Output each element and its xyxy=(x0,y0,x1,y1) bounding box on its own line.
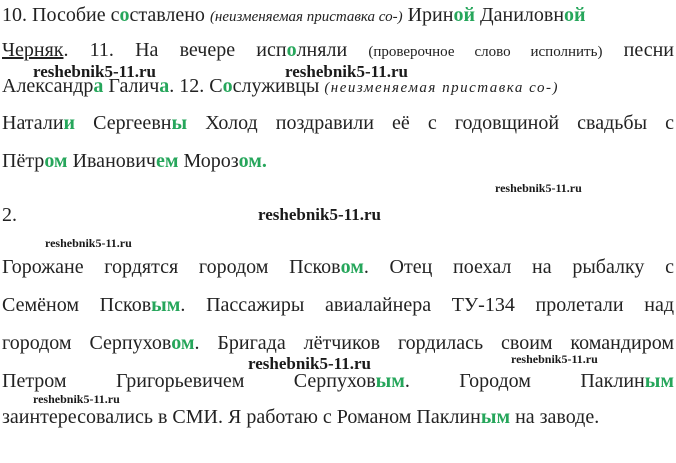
text: песни xyxy=(602,39,674,61)
p2-line-2 xyxy=(2,292,674,318)
text: . Отец поехал на рыбалку с xyxy=(363,256,674,278)
text: Сергеевн xyxy=(75,112,172,134)
text: 2. xyxy=(2,204,17,226)
p1-line-1 xyxy=(2,2,674,28)
watermark: reshebnik5-11.ru xyxy=(248,354,371,373)
text: на заводе. xyxy=(510,406,600,428)
text: Натали xyxy=(2,112,64,134)
text: . Бригада лётчиков гордилась своим командиром xyxy=(194,332,674,354)
highlight: ым xyxy=(151,294,181,316)
text: Мороз xyxy=(178,150,239,172)
highlight: о xyxy=(119,4,130,26)
text: . 11. На вечере исп xyxy=(63,39,287,61)
highlight: ом xyxy=(171,332,195,354)
highlight: о xyxy=(222,75,233,97)
text: Иванович xyxy=(67,150,156,172)
highlight: ым xyxy=(644,370,674,392)
highlight: ем xyxy=(155,150,179,172)
text: Холод поздравили её с годовщиной свадьбы с xyxy=(187,112,674,134)
text: Горожане гордятся городом Псков xyxy=(2,256,341,278)
highlight: ы xyxy=(171,112,188,134)
highlight: а xyxy=(93,75,104,97)
watermark: reshebnik5-11.ru xyxy=(33,392,120,406)
text: Галич xyxy=(103,75,160,97)
text: ставлено xyxy=(129,4,210,26)
note: (проверочное слово исполнить) xyxy=(368,44,603,60)
highlight: о xyxy=(286,39,297,61)
watermark: reshebnik5-11.ru xyxy=(258,205,381,224)
p2-line-5 xyxy=(2,404,674,430)
text: служивцы xyxy=(232,75,325,97)
text: . Пассажиры авиалайнера ТУ-134 пролетали над xyxy=(180,294,674,316)
highlight: а xyxy=(159,75,170,97)
note: (неизменяемая приставка со-) xyxy=(324,80,559,96)
highlight: ой xyxy=(564,4,586,26)
highlight: ом xyxy=(44,150,68,172)
watermark: reshebnik5-11.ru xyxy=(511,352,598,366)
text: Александр xyxy=(2,75,94,97)
highlight: ой xyxy=(453,4,475,26)
text: Ирин xyxy=(402,4,454,26)
text: Петром Григорьевичем Серпухов xyxy=(2,370,376,392)
highlight: ым xyxy=(375,370,405,392)
text: Пётр xyxy=(2,150,45,172)
watermark: reshebnik5-11.ru xyxy=(45,236,132,250)
text: 10. Пособие с xyxy=(2,4,120,26)
highlight: ом xyxy=(340,256,364,278)
highlight: и xyxy=(63,112,76,134)
text: городом Серпухов xyxy=(2,332,172,354)
text: Даниловн xyxy=(474,4,565,26)
p1-line-4 xyxy=(2,110,674,136)
text: заинтересовались в СМИ. Я работаю с Романом Паклин xyxy=(2,406,481,428)
highlight: ом xyxy=(238,150,262,172)
watermark: reshebnik5-11.ru xyxy=(495,181,582,195)
text: лняли xyxy=(296,39,369,61)
text: Семёном Псков xyxy=(2,294,152,316)
highlight: . xyxy=(261,150,267,172)
note: (неизменяемая приставка со-) xyxy=(209,9,403,25)
watermark: reshebnik5-11.ru xyxy=(33,62,156,81)
text: . 12. С xyxy=(169,75,223,97)
highlight: ым xyxy=(480,406,511,428)
text: . Городом Паклин xyxy=(404,370,645,392)
watermark: reshebnik5-11.ru xyxy=(285,62,408,81)
text: Черняк xyxy=(2,39,64,61)
p1-line-5 xyxy=(2,148,674,174)
p2-line-1 xyxy=(2,254,674,280)
p1-line-2 xyxy=(2,37,674,63)
